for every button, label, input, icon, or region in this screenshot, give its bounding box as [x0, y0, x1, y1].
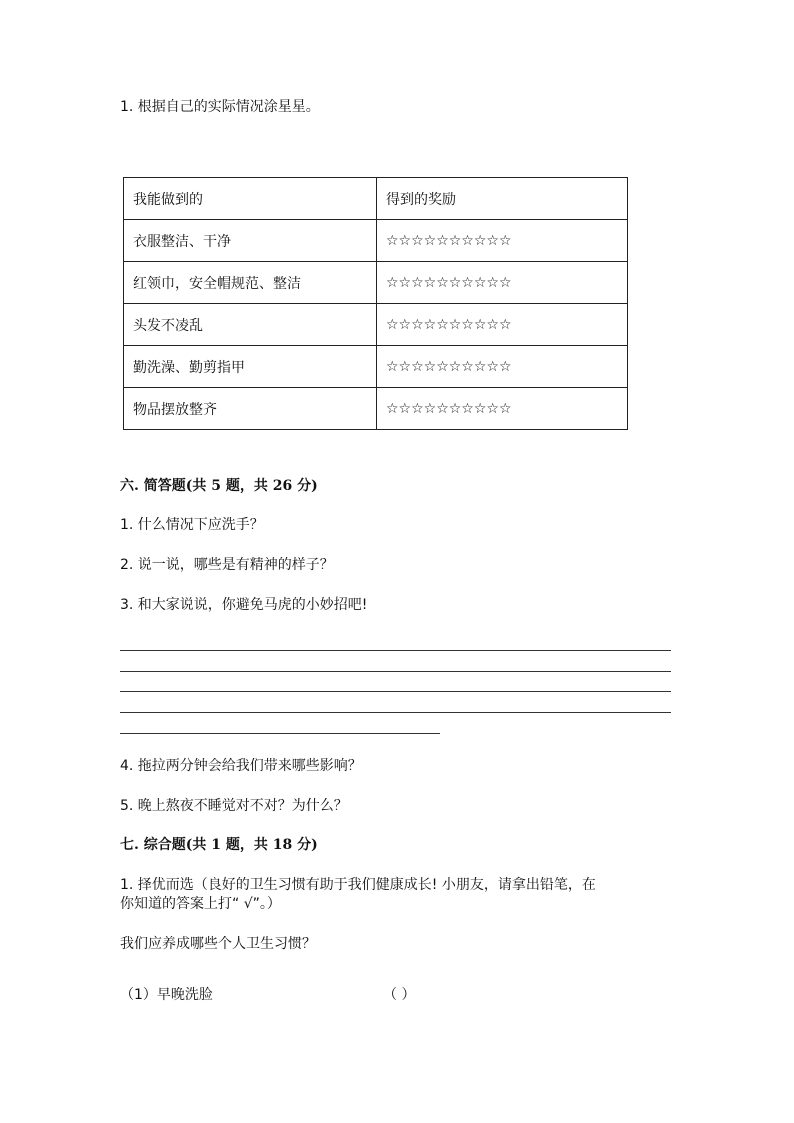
answer-line[interactable] — [120, 733, 440, 734]
star-rating[interactable]: ☆☆☆☆☆☆☆☆☆☆ — [377, 220, 628, 262]
answer-line[interactable] — [120, 712, 671, 713]
header-can-do: 我能做到的 — [124, 178, 377, 220]
star-table — [123, 177, 628, 430]
header-reward: 得到的奖励 — [377, 178, 628, 220]
table-header-row — [124, 178, 628, 220]
s7-prompt: 我们应养成哪些个人卫生习惯？ — [120, 936, 316, 952]
s6-question-1: 1. 什么情况下应洗手？ — [120, 517, 264, 533]
row-item: 红领巾，安全帽规范、整洁 — [124, 262, 377, 304]
table-row — [124, 220, 628, 262]
table-row — [124, 262, 628, 304]
s6-question-2: 2. 说一说，哪些是有精神的样子？ — [120, 557, 334, 573]
s6-question-4: 4. 拖拉两分钟会给我们带来哪些影响？ — [120, 758, 362, 774]
s7-question-1-line2: 你知道的答案上打“ √”。） — [120, 896, 281, 912]
s7-question-1-line1: 1. 择优而选（良好的卫生习惯有助于我们健康成长! 小朋友，请拿出铅笔，在 — [120, 877, 596, 893]
star-rating[interactable]: ☆☆☆☆☆☆☆☆☆☆ — [377, 304, 628, 346]
table-row — [124, 346, 628, 388]
option-1-answer-box[interactable]: （ ） — [383, 987, 416, 1003]
q1-title: 1. 根据自己的实际情况涂星星。 — [120, 99, 320, 115]
star-rating[interactable]: ☆☆☆☆☆☆☆☆☆☆ — [377, 388, 628, 430]
s6-question-3: 3. 和大家说说，你避免马虎的小妙招吧! — [120, 597, 368, 613]
table-row — [124, 304, 628, 346]
answer-line[interactable] — [120, 691, 671, 692]
option-1-label: （1）早晚洗脸 — [120, 987, 213, 1003]
row-item: 物品摆放整齐 — [124, 388, 377, 430]
answer-line[interactable] — [120, 650, 671, 651]
row-item: 衣服整洁、干净 — [124, 220, 377, 262]
s6-question-5: 5. 晚上熬夜不睡觉对不对？为什么？ — [120, 798, 348, 814]
section6-title: 六. 简答题(共 5 题，共 26 分) — [120, 478, 318, 494]
star-rating[interactable]: ☆☆☆☆☆☆☆☆☆☆ — [377, 346, 628, 388]
star-rating[interactable]: ☆☆☆☆☆☆☆☆☆☆ — [377, 262, 628, 304]
table-row — [124, 388, 628, 430]
row-item: 头发不凌乱 — [124, 304, 377, 346]
answer-line[interactable] — [120, 671, 671, 672]
row-item: 勤洗澡、勤剪指甲 — [124, 346, 377, 388]
section7-title: 七. 综合题(共 1 题，共 18 分) — [120, 837, 318, 853]
